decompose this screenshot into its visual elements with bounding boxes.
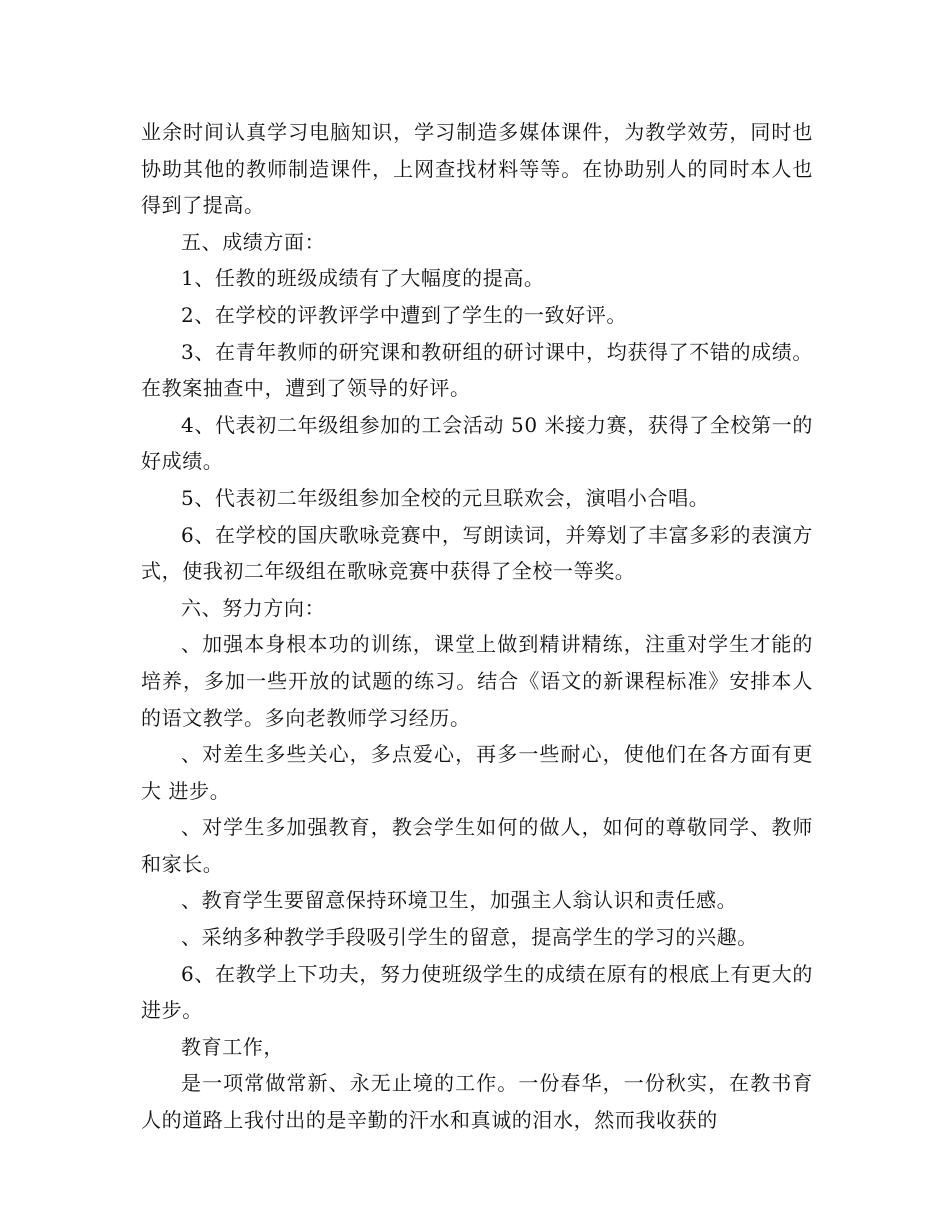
document-body (141, 114, 813, 1139)
paragraph-1: 业余时间认真学习电脑知识，学习制造多媒体课件，为教学效劳，同时也协助其他的教师制造课件，上网查找材料等等。在协助别人的同时本人也得到了提高。 (141, 120, 813, 218)
achievement-item-2: 2、在学校的评教评学中遭到了学生的一致好评。 (181, 302, 627, 327)
direction-item-2: 、对差生多些关心，多点爱心，再多一些耐心，使他们在各方面有更大 进步。 (141, 742, 813, 803)
achievement-item-6: 6、在学校的国庆歌咏竞赛中，写朗读词，并筹划了丰富多彩的表演方式，使我初二年级组在歌咏竞赛中获得了全校一等奖。 (141, 522, 813, 584)
achievement-item-5: 5、代表初二年级组参加全校的元旦联欢会，演唱小合唱。 (181, 485, 710, 510)
section-heading-achievements: 五、成绩方面： (181, 229, 326, 254)
achievement-item-3: 3、在青年教师的研究课和教研组的研讨课中，均获得了不错的成绩。在教案抽查中，遭到了领导的好评。 (141, 339, 813, 401)
direction-item-3: 、对学生多加强教育，教会学生如何的做人，如何的尊敬同学、教师和家长。 (141, 815, 813, 876)
achievement-item-4: 4、代表初二年级组参加的工会活动 50 米接力赛，获得了全校第一的好成绩。 (141, 412, 813, 474)
achievement-item-1: 1、任教的班级成绩有了大幅度的提高。 (181, 266, 545, 291)
direction-item-5: 、采纳多种教学手段吸引学生的留意，提高学生的学习的兴趣。 (181, 925, 758, 950)
direction-item-4: 、教育学生要留意保持环境卫生，加强主人翁认识和责任感。 (181, 888, 738, 913)
closing-paragraph: 是一项常做常新、永无止境的工作。一份春华，一份秋实，在教书育人的道路上我付出的是辛勤的汗水和真诚的泪水，然而我收获的 (141, 1071, 813, 1133)
section-heading-direction: 六、努力方向： (181, 595, 326, 620)
closing-heading: 教育工作， (181, 1034, 284, 1059)
direction-item-1: 、加强本身根本功的训练，课堂上做到精讲精练，注重对学生才能的培养，多加一些开放的试题的练习。结合《语文的新课程标准》安排本人的语文教学。多向老教师学习经历。 (141, 632, 813, 730)
direction-item-6: 6、在教学上下功夫，努力使班级学生的成绩在原有的根底上有更大的进步。 (141, 961, 813, 1023)
